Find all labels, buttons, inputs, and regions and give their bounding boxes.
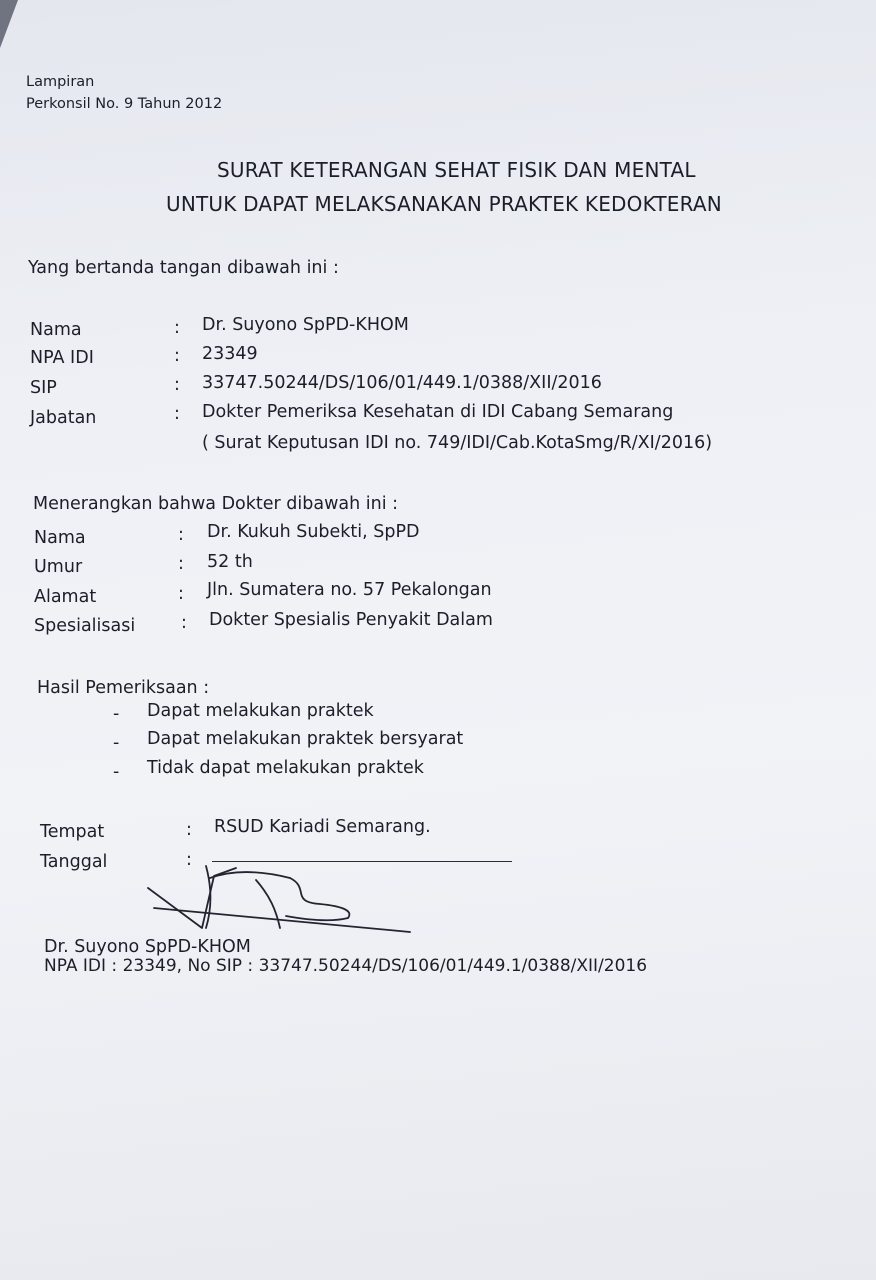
colon: : — [174, 375, 180, 395]
colon: : — [181, 613, 187, 633]
colon: : — [178, 584, 184, 604]
signer-npa-label: NPA IDI — [30, 348, 94, 368]
subject-umur-value: 52 th — [207, 552, 253, 572]
header-lampiran: Lampiran — [26, 74, 95, 90]
bullet: - — [113, 733, 120, 753]
document-title-line2: UNTUK DAPAT MELAKSANAKAN PRAKTEK KEDOKTERAN — [166, 192, 722, 216]
signer-npa-value: 23349 — [202, 344, 258, 364]
subject-intro: Menerangkan bahwa Dokter dibawah ini : — [33, 494, 399, 514]
subject-alamat-label: Alamat — [34, 587, 97, 607]
signer-jabatan-note: ( Surat Keputusan IDI no. 749/IDI/Cab.KotaSmg/R/XI/2016) — [202, 433, 713, 453]
signer-nama-value: Dr. Suyono SpPD-KHOM — [202, 315, 409, 335]
colon: : — [174, 346, 180, 366]
subject-umur-label: Umur — [34, 557, 83, 577]
closing-ids: NPA IDI : 23349, No SIP : 33747.50244/DS/106/01/449.1/0388/XII/2016 — [44, 956, 648, 976]
tanggal-label: Tanggal — [40, 852, 108, 872]
background-corner — [0, 0, 18, 48]
tempat-value: RSUD Kariadi Semarang. — [214, 817, 431, 837]
handwritten-signature — [140, 848, 440, 948]
subject-nama-value: Dr. Kukuh Subekti, SpPD — [207, 522, 420, 542]
signer-nama-label: Nama — [30, 320, 82, 340]
colon: : — [186, 820, 192, 840]
signer-jabatan-value: Dokter Pemeriksa Kesehatan di IDI Cabang Semarang — [202, 402, 674, 422]
result-option-2: Dapat melakukan praktek bersyarat — [147, 729, 464, 749]
tempat-label: Tempat — [40, 822, 105, 842]
signer-sip-value: 33747.50244/DS/106/01/449.1/0388/XII/2016 — [202, 373, 602, 393]
bullet: - — [113, 762, 120, 782]
subject-spesialisasi-label: Spesialisasi — [34, 616, 136, 636]
result-heading: Hasil Pemeriksaan : — [37, 678, 210, 698]
signer-intro: Yang bertanda tangan dibawah ini : — [28, 258, 339, 278]
document-title-line1: SURAT KETERANGAN SEHAT FISIK DAN MENTAL — [217, 158, 696, 182]
signer-jabatan-label: Jabatan — [30, 408, 97, 428]
subject-nama-label: Nama — [34, 528, 86, 548]
header-perkonsil: Perkonsil No. 9 Tahun 2012 — [26, 96, 223, 112]
subject-spesialisasi-value: Dokter Spesialis Penyakit Dalam — [209, 610, 493, 630]
colon: : — [174, 404, 180, 424]
colon: : — [186, 850, 192, 870]
closing-name: Dr. Suyono SpPD-KHOM — [44, 937, 251, 957]
colon: : — [174, 318, 180, 338]
result-option-1: Dapat melakukan praktek — [147, 701, 374, 721]
bullet: - — [113, 704, 120, 724]
colon: : — [178, 525, 184, 545]
result-option-3: Tidak dapat melakukan praktek — [147, 758, 424, 778]
colon: : — [178, 554, 184, 574]
subject-alamat-value: Jln. Sumatera no. 57 Pekalongan — [207, 580, 492, 600]
signer-sip-label: SIP — [30, 378, 57, 398]
